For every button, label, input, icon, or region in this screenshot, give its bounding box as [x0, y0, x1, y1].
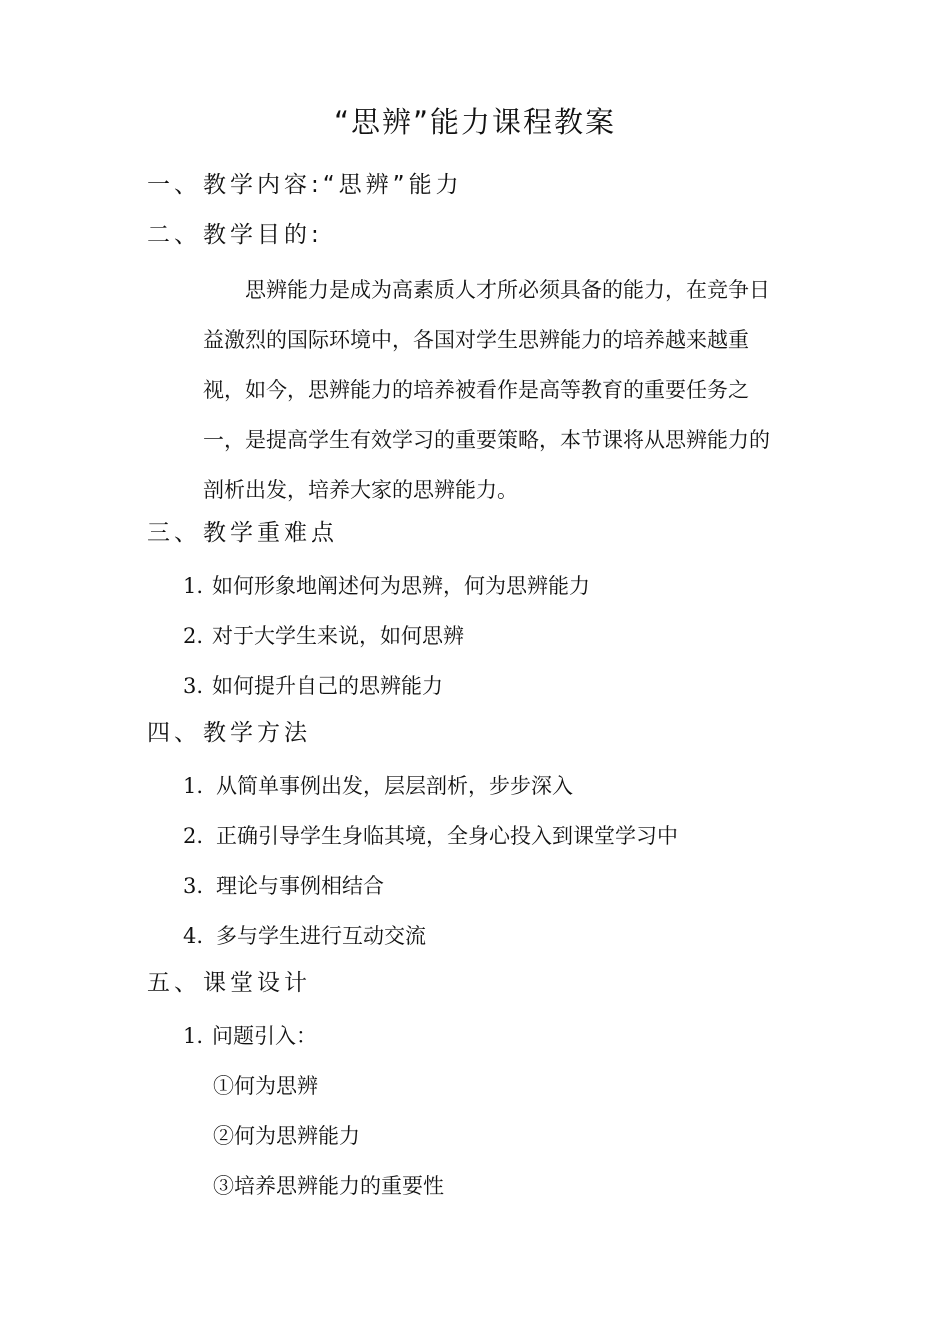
section-text: 教学目的: [203, 222, 323, 248]
design-subitem: ①何为思辨 [213, 1074, 318, 1098]
difficulty-item [183, 570, 590, 600]
method-item [183, 920, 426, 950]
paragraph-line: 益激烈的国际环境中，各国对学生思辨能力的培养越来越重 [203, 328, 749, 352]
section-text: 课堂设计 [203, 970, 311, 996]
item-number: 3. [183, 874, 204, 898]
item-text: 问题引入： [212, 1024, 317, 1048]
item-text: 从简单事例出发，层层剖析，步步深入 [216, 774, 573, 798]
paragraph-line: 思辨能力是成为高素质人才所必须具备的能力，在竞争日 [203, 278, 770, 302]
item-text: 多与学生进行互动交流 [216, 924, 426, 948]
item-text: 如何提升自己的思辨能力 [212, 674, 443, 698]
item-text: 正确引导学生身临其境，全身心投入到课堂学习中 [216, 824, 678, 848]
document-title: “思辨”能力课程教案 [333, 105, 617, 139]
item-text: 对于大学生来说，如何思辨 [212, 624, 464, 648]
section-heading-4 [147, 714, 311, 747]
item-number: 1. [183, 574, 204, 598]
item-text: 如何形象地阐述何为思辨，何为思辨能力 [212, 574, 590, 598]
section-text: 教学方法 [203, 720, 311, 746]
section-number: 四、 [147, 720, 201, 746]
section-heading-3 [147, 514, 338, 547]
method-item [183, 870, 384, 900]
design-item [183, 1020, 317, 1050]
method-item [183, 820, 678, 850]
item-number: 1. [183, 774, 204, 798]
section-number: 二、 [147, 222, 201, 248]
paragraph-line: 一，是提高学生有效学习的重要策略，本节课将从思辨能力的 [203, 428, 770, 452]
section-number: 三、 [147, 520, 201, 546]
item-number: 3. [183, 674, 204, 698]
section-number: 五、 [147, 970, 201, 996]
difficulty-item [183, 670, 443, 700]
item-number: 4. [183, 924, 204, 948]
section-text: 教学内容:“思辨”能力 [203, 172, 463, 198]
item-number: 1. [183, 1024, 204, 1048]
method-item [183, 770, 573, 800]
item-number: 2. [183, 824, 204, 848]
purpose-paragraph [203, 265, 811, 515]
design-subitem: ②何为思辨能力 [213, 1124, 360, 1148]
section-heading-5 [147, 964, 311, 997]
section-number: 一、 [147, 172, 201, 198]
item-number: 2. [183, 624, 204, 648]
section-heading-2 [147, 216, 323, 249]
item-text: 理论与事例相结合 [216, 874, 384, 898]
section-heading-1 [147, 166, 463, 199]
paragraph-line: 剖析出发，培养大家的思辨能力。 [203, 478, 518, 502]
paragraph-line: 视，如今，思辨能力的培养被看作是高等教育的重要任务之 [203, 378, 749, 402]
difficulty-item [183, 620, 464, 650]
section-text: 教学重难点 [203, 520, 338, 546]
design-subitem: ③培养思辨能力的重要性 [213, 1174, 444, 1198]
